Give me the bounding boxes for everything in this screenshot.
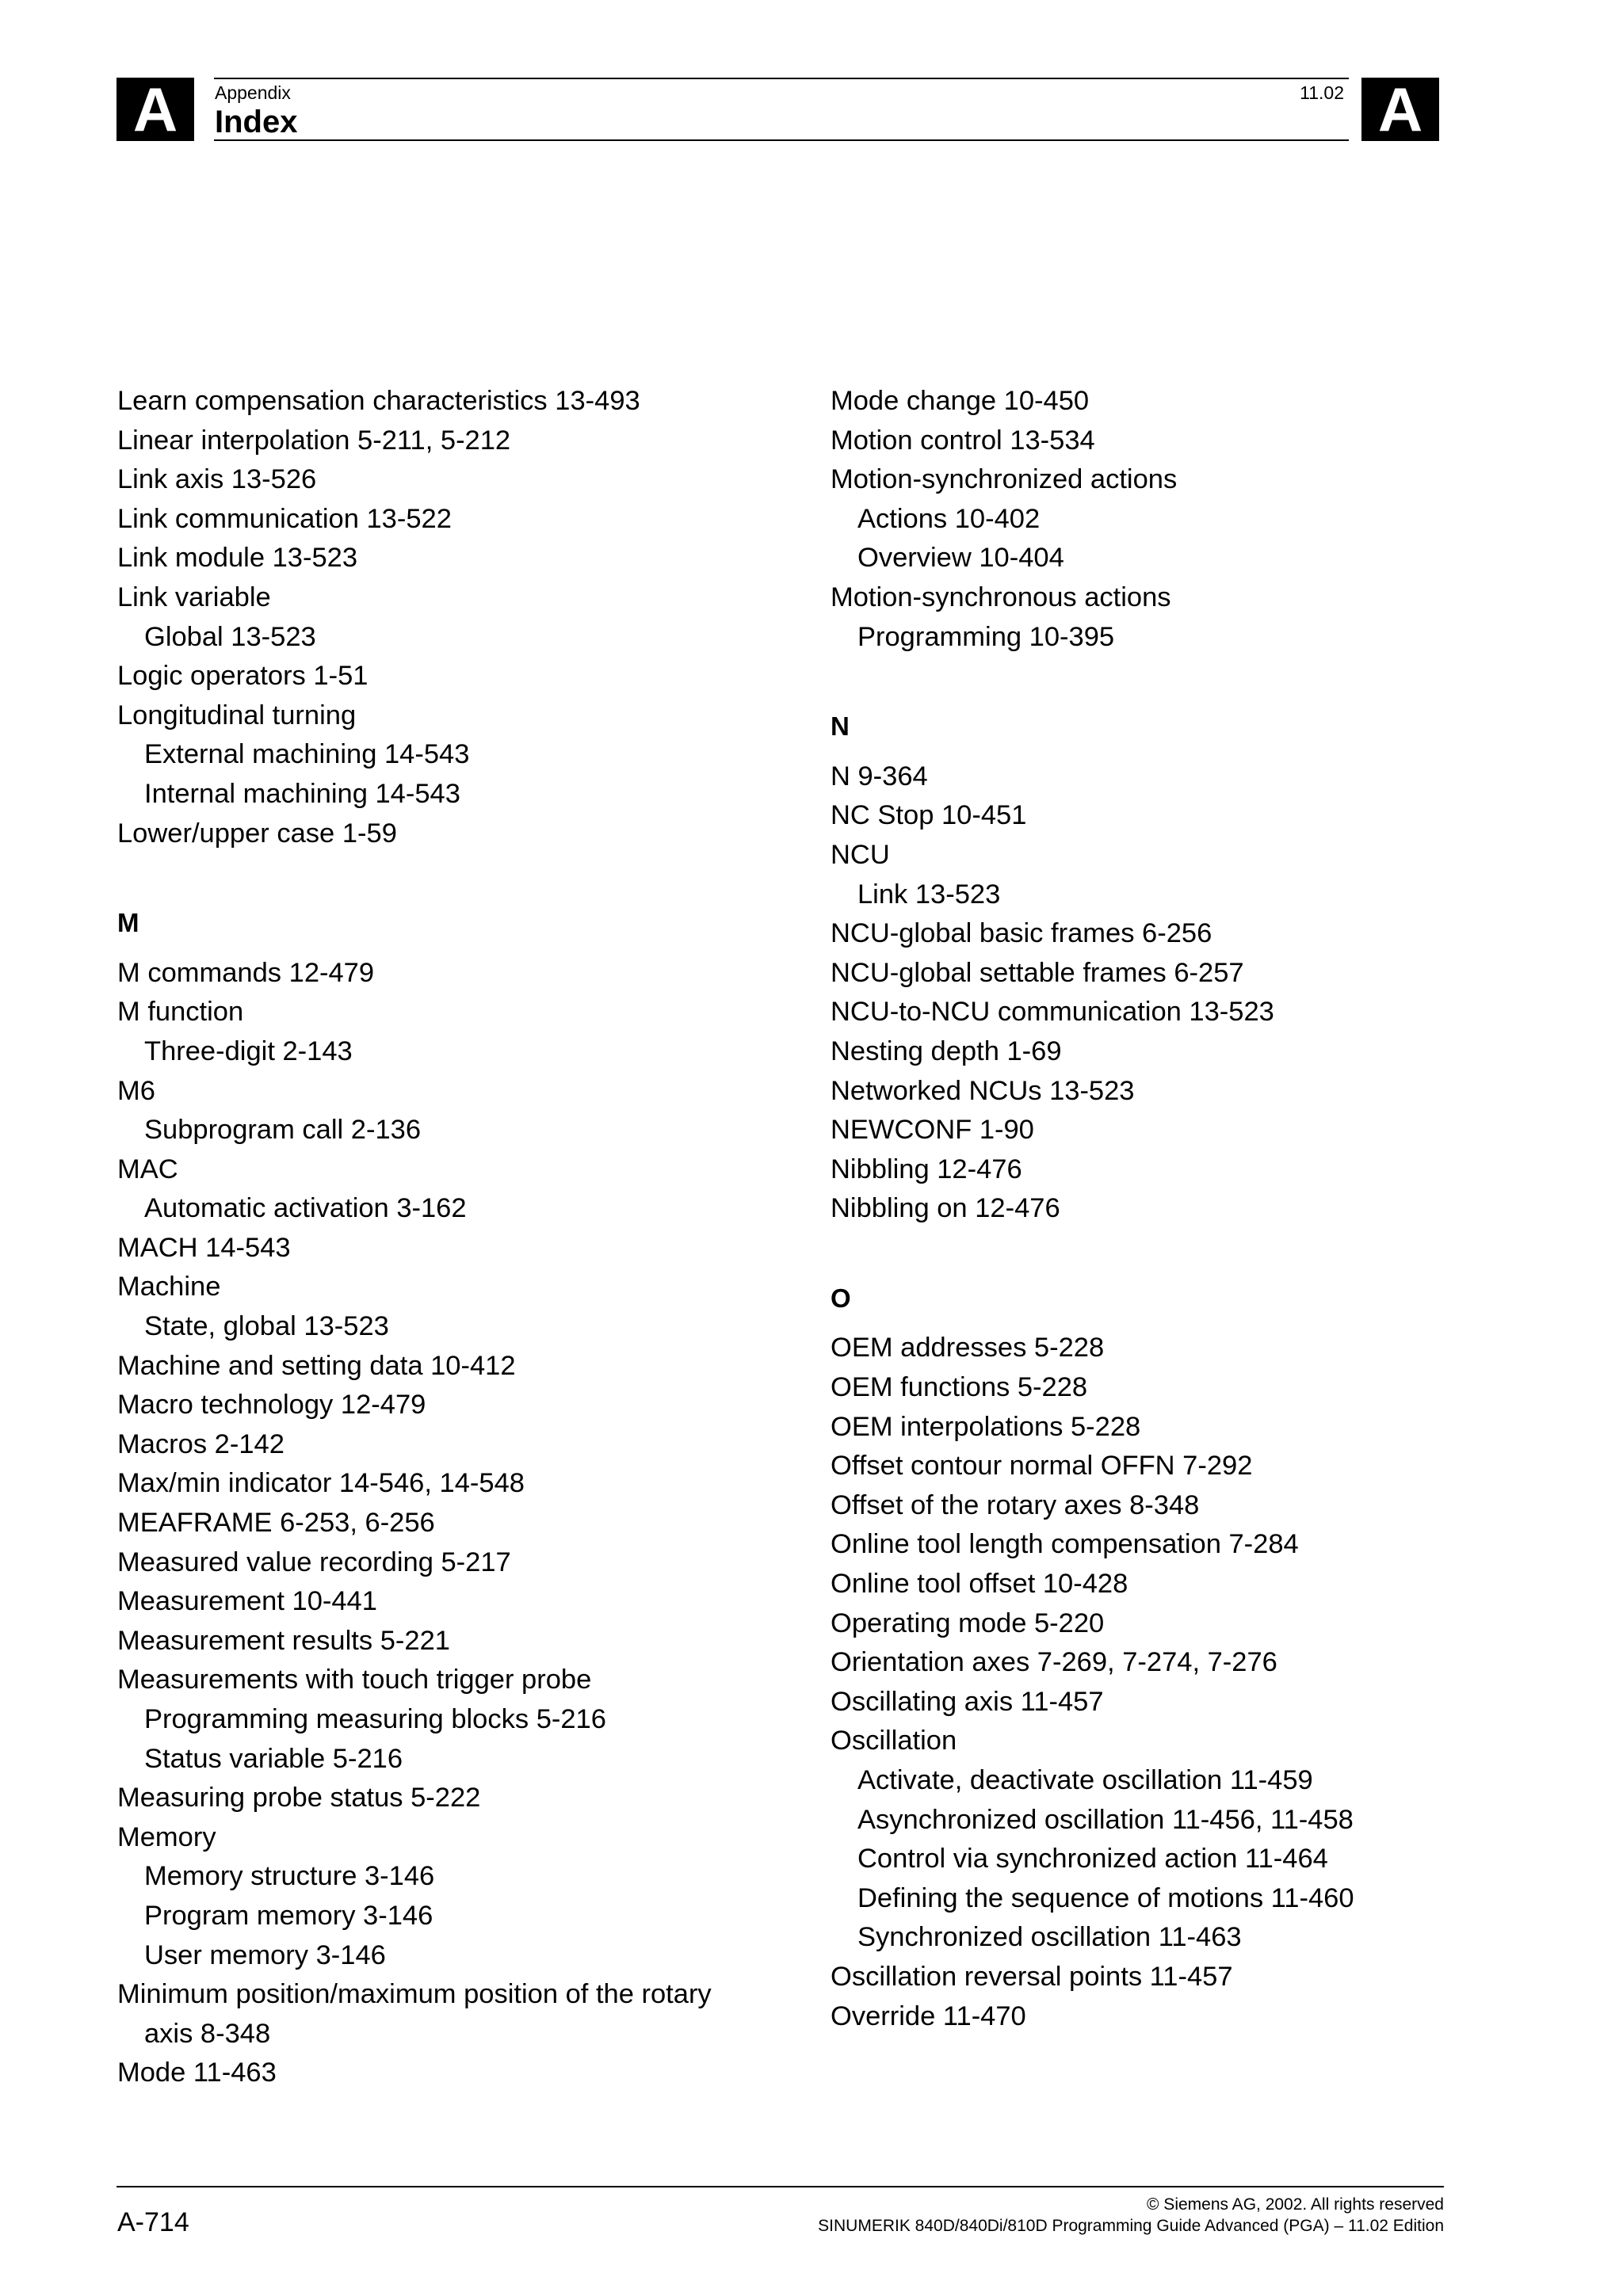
index-entry: MEAFRAME 6-253, 6-256 [117, 1508, 435, 1539]
index-entry: MAC [117, 1154, 178, 1184]
version-label: 11.02 [1300, 82, 1344, 103]
index-subentry: Global 13-523 [144, 621, 316, 652]
index-subentry: User memory 3-146 [144, 1939, 386, 1970]
index-subentry: Actions 10-402 [857, 503, 1041, 534]
index-subentry: Activate, deactivate oscillation 11-459 [857, 1765, 1313, 1795]
index-entry: Link axis 13-526 [117, 464, 317, 495]
index-entry: Machine [117, 1272, 221, 1302]
index-subentry: Internal machining 14-543 [144, 778, 460, 809]
index-entry: Motion-synchronized actions [831, 464, 1178, 495]
index-subentry: Defining the sequence of motions 11-460 [857, 1882, 1354, 1913]
index-subentry: Automatic activation 3-162 [144, 1193, 467, 1224]
index-entry: Lower/upper case 1-59 [117, 818, 397, 849]
index-entry: NCU [831, 839, 890, 870]
footer-rule [116, 2186, 1444, 2187]
index-entry: Online tool length compensation 7-284 [831, 1529, 1299, 1560]
index-entry: Nibbling 12-476 [831, 1154, 1022, 1184]
index-column-right [831, 382, 1544, 2036]
index-entry: Oscillating axis 11-457 [831, 1686, 1104, 1717]
index-subentry: Overview 10-404 [857, 543, 1064, 574]
index-entry: Measured value recording 5-217 [117, 1547, 511, 1577]
index-subentry: Program memory 3-146 [144, 1900, 433, 1931]
page-title: Index [215, 105, 298, 139]
copyright-notice: © Siemens AG, 2002. All rights reserved [1147, 2195, 1444, 2214]
index-entry: Logic operators 1-51 [117, 661, 369, 692]
index-entry: Nibbling on 12-476 [831, 1193, 1060, 1224]
edition-notice: SINUMERIK 840D/840Di/810D Programming Guide Advanced (PGA) – 11.02 Edition [818, 2217, 1444, 2235]
index-entry: Networked NCUs 13-523 [831, 1075, 1135, 1106]
index-entry: Oscillation reversal points 11-457 [831, 1961, 1233, 1992]
index-entry: Max/min indicator 14-546, 14-548 [117, 1468, 525, 1499]
index-entry: NC Stop 10-451 [831, 800, 1027, 831]
index-subentry: State, global 13-523 [144, 1311, 389, 1342]
header-top-rule [214, 78, 1349, 79]
index-entry: Minimum position/maximum position of the rotary [117, 1979, 712, 2010]
index-subentry: Programming measuring blocks 5-216 [144, 1704, 606, 1734]
index-entry: N 9-364 [831, 761, 928, 791]
index-entry: Motion control 13-534 [831, 425, 1095, 456]
index-subentry: External machining 14-543 [144, 739, 470, 770]
index-entry: Override 11-470 [831, 2000, 1026, 2031]
index-subentry: Programming 10-395 [857, 621, 1115, 652]
index-entry: Measurement 10-441 [117, 1586, 377, 1617]
index-letter-heading: M [117, 908, 139, 938]
index-entry: M6 [117, 1075, 155, 1106]
index-entry: Offset contour normal OFFN 7-292 [831, 1451, 1253, 1482]
index-entry: Macro technology 12-479 [117, 1390, 426, 1421]
index-entry: Linear interpolation 5-211, 5-212 [117, 425, 511, 456]
index-subentry: Synchronized oscillation 11-463 [857, 1922, 1242, 1953]
index-entry: OEM interpolations 5-228 [831, 1411, 1141, 1442]
index-entry: Motion-synchronous actions [831, 582, 1171, 612]
index-entry: Offset of the rotary axes 8-348 [831, 1489, 1200, 1520]
index-entry: Nesting depth 1-69 [831, 1035, 1062, 1066]
index-subentry: Control via synchronized action 11-464 [857, 1844, 1328, 1875]
chapter-tab-left: A [116, 78, 194, 141]
index-entry: Orientation axes 7-269, 7-274, 7-276 [831, 1647, 1277, 1678]
index-entry: M function [117, 997, 244, 1028]
index-entry: Oscillation [831, 1726, 957, 1756]
index-entry: Mode 11-463 [117, 2058, 277, 2088]
page-number: A-714 [117, 2207, 189, 2237]
index-entry: NEWCONF 1-90 [831, 1115, 1034, 1146]
index-subentry: Memory structure 3-146 [144, 1861, 435, 1892]
index-entry: Measuring probe status 5-222 [117, 1783, 481, 1814]
index-entry: Link communication 13-522 [117, 503, 452, 534]
index-entry: M commands 12-479 [117, 957, 375, 988]
index-entry: Measurements with touch trigger probe [117, 1665, 592, 1695]
index-entry: NCU-to-NCU communication 13-523 [831, 997, 1274, 1028]
index-subentry: axis 8-348 [144, 2018, 271, 2049]
index-entry: NCU-global basic frames 6-256 [831, 918, 1212, 949]
index-subentry: Subprogram call 2-136 [144, 1115, 422, 1146]
index-subentry: Status variable 5-216 [144, 1743, 403, 1774]
index-entry: NCU-global settable frames 6-257 [831, 957, 1244, 988]
index-entry: Mode change 10-450 [831, 386, 1090, 416]
index-entry: Measurement results 5-221 [117, 1625, 450, 1656]
index-letter-heading: O [831, 1283, 851, 1313]
index-entry: Link module 13-523 [117, 543, 358, 574]
chapter-tab-right: A [1361, 78, 1439, 141]
index-subentry: Link 13-523 [857, 879, 1001, 910]
index-letter-heading: N [831, 711, 850, 742]
index-column-left [117, 382, 831, 2093]
header-title-rule [214, 139, 1349, 141]
index-entry: Learn compensation characteristics 13-493 [117, 386, 640, 416]
index-entry: Memory [117, 1821, 216, 1852]
index-entry: MACH 14-543 [117, 1232, 291, 1263]
index-entry: OEM functions 5-228 [831, 1372, 1088, 1403]
index-subentry: Three-digit 2-143 [144, 1035, 353, 1066]
section-label: Appendix [215, 82, 291, 103]
index-entry: Machine and setting data 10-412 [117, 1350, 516, 1381]
index-entry: OEM addresses 5-228 [831, 1333, 1105, 1363]
index-entry: Longitudinal turning [117, 700, 357, 730]
index-entry: Online tool offset 10-428 [831, 1569, 1128, 1600]
index-entry: Operating mode 5-220 [831, 1608, 1105, 1638]
index-subentry: Asynchronized oscillation 11-456, 11-458 [857, 1804, 1354, 1835]
index-entry: Link variable [117, 582, 271, 612]
index-entry: Macros 2-142 [117, 1428, 285, 1459]
